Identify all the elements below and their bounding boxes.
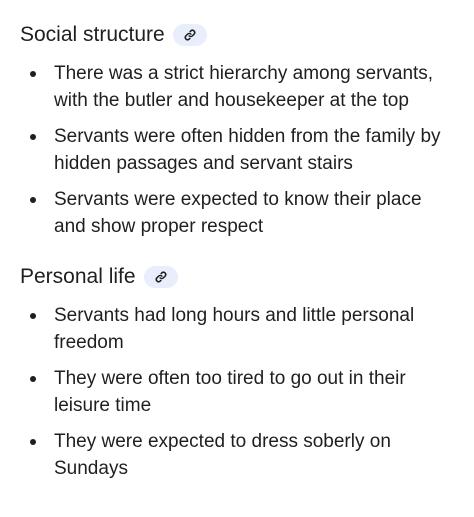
bullet-list [20,60,458,240]
source-link-button[interactable] [173,24,207,46]
source-link-button[interactable] [144,266,178,288]
list-item: Servants were often hidden from the family by hidden passages and servant stairs [20,123,458,177]
section-social-structure [20,20,458,240]
link-icon [183,28,197,42]
section-header [20,262,458,292]
section-title: Personal life [20,265,136,288]
list-item: They were expected to dress soberly on Sundays [20,428,458,482]
list-item: They were often too tired to go out in their leisure time [20,365,458,419]
link-icon [154,270,168,284]
section-title: Social structure [20,23,165,46]
section-header [20,20,458,50]
list-item: There was a strict hierarchy among servants, with the butler and housekeeper at the top [20,60,458,114]
section-personal-life [20,262,458,482]
list-item: Servants had long hours and little personal freedom [20,302,458,356]
bullet-list [20,302,458,482]
list-item: Servants were expected to know their place and show proper respect [20,186,458,240]
